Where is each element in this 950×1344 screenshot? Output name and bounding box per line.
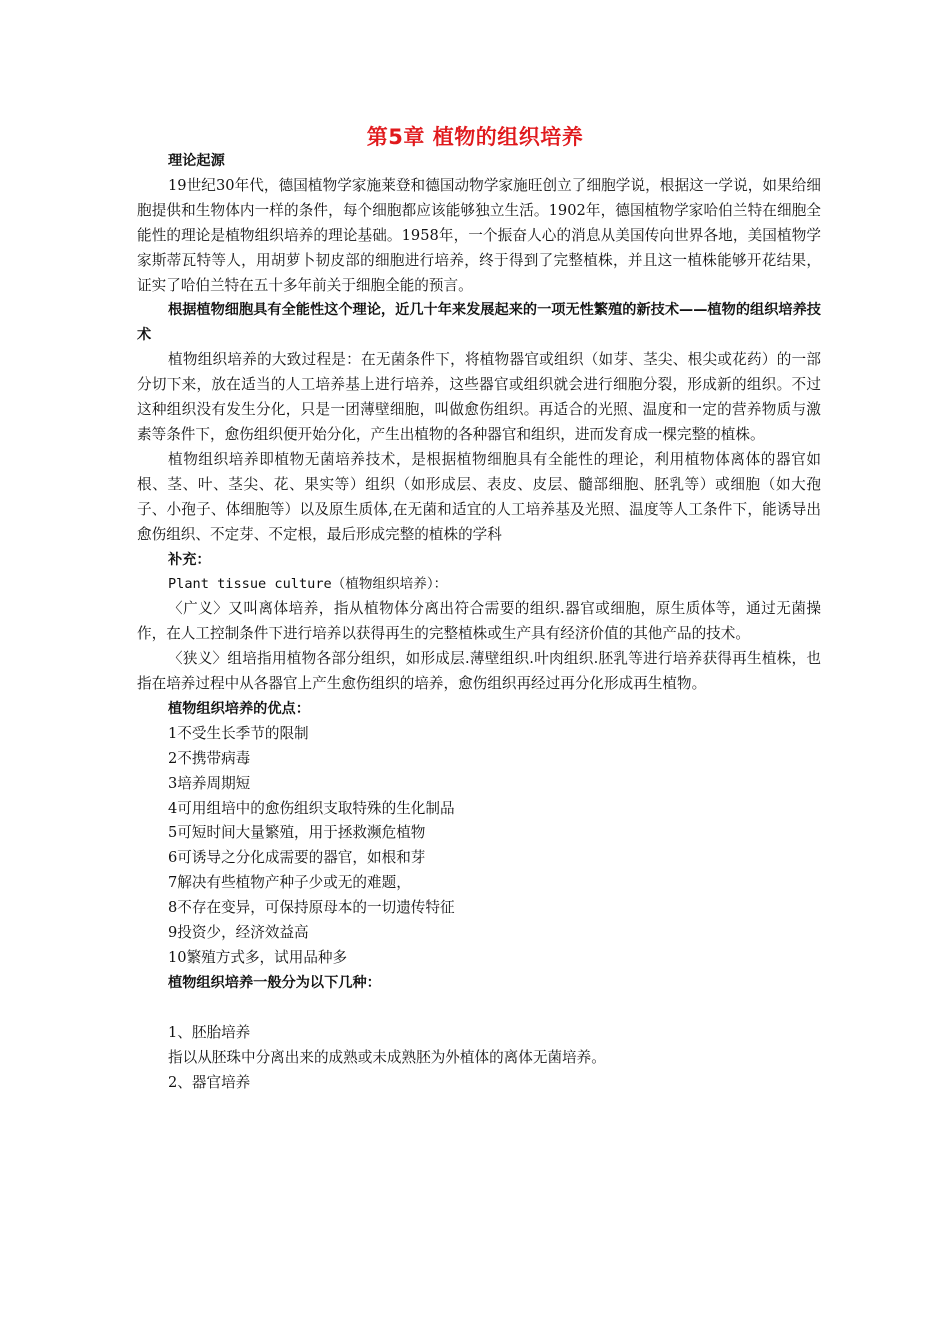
- advantage-item: 9投资少，经济效益高: [168, 924, 309, 942]
- advantage-item: 1不受生长季节的限制: [168, 724, 309, 742]
- paragraph-process: 植物组织培养的大致过程是：在无菌条件下，将植物器官或组织（如芽、茎尖、根尖或花药）的一部分切下来，放在适当的人工培养基上进行培养，这些器官或组织就会进行细胞分裂，形成新的组织。不过这种组织没有发生分化，只是一团薄壁细胞，叫做愈伤组织。再适合的光照、温度和一定的营养物质与激素等条件下，愈伤组织便开始分化，产生出植物的各种器官和组织，进而发育成一棵完整的植株。: [137, 351, 821, 443]
- advantage-item: 10繁殖方式多，试用品种多: [168, 949, 348, 966]
- advantage-item: 8不存在变异，可保持原母本的一切遗传特征: [168, 899, 455, 917]
- paragraph-definition: 植物组织培养即植物无菌培养技术，是根据植物细胞具有全能性的理论，利用植物体离体的器官如根、茎、叶、茎尖、花、果实等）组织（如形成层、表皮、皮层、髓部细胞、胚乳等）或细胞（如大孢子、小孢子、体细胞等）以及原生质体,在无菌和适宜的人工培养基及光照、温度等人工条件下，能诱导出愈伤组织、不定芽、不定根，最后形成完整的植株的学科: [137, 450, 821, 543]
- advantage-item: 4可用组培中的愈伤组织支取特殊的生化制品: [168, 799, 455, 817]
- paragraph-narrow-definition: 〈狭义〉组培指用植物各部分组织，如形成层.薄壁组织.叶肉组织.胚乳等进行培养获得再生植株，也指在培养过程中从各器官上产生愈伤组织的培养，愈伤组织再经过再分化形成再生植物。: [137, 650, 821, 693]
- section-heading-supplement: 补充：: [168, 551, 211, 568]
- section-heading-types: 植物组织培养一般分为以下几种：: [168, 974, 381, 991]
- advantage-item: 6可诱导之分化成需要的器官，如根和芽: [168, 849, 426, 867]
- blank-line: [137, 996, 821, 1021]
- type-description-embryo: 指以从胚珠中分离出来的成熟或未成熟胚为外植体的离体无菌培养。: [168, 1048, 606, 1066]
- advantage-item: 3培养周期短: [168, 774, 251, 792]
- section-heading-advantages: 植物组织培养的优点：: [168, 700, 310, 717]
- advantage-item: 2不携带病毒: [168, 749, 251, 767]
- section-heading-origin: 理论起源: [168, 153, 225, 169]
- supplement-english-term: Plant tissue culture（植物组织培养）：: [168, 576, 448, 593]
- advantage-item: 7解决有些植物产种子少或无的难题，: [168, 874, 411, 892]
- document-body: [137, 149, 821, 1095]
- section-heading-technique: 根据植物细胞具有全能性这个理论，近几十年来发展起来的一项无性繁殖的新技术——植物的组织培养技术: [137, 302, 821, 344]
- type-title-organ: 2、器官培养: [168, 1073, 251, 1091]
- paragraph-broad-definition: 〈广义〉又叫离体培养，指从植物体分离出符合需要的组织.器官或细胞，原生质体等，通过无菌操作，在人工控制条件下进行培养以获得再生的完整植株或生产具有经济价值的其他产品的技术。: [137, 600, 821, 643]
- advantage-item: 5可短时间大量繁殖，用于拯救濒危植物: [168, 824, 426, 842]
- type-title-embryo: 1、胚胎培养: [168, 1023, 251, 1041]
- paragraph-origin: 19世纪30年代，德国植物学家施莱登和德国动物学家施旺创立了细胞学说，根据这一学说，如果给细胞提供和生物体内一样的条件，每个细胞都应该能够独立生活。1902年，德国植物学家哈伯兰特在细胞全能性的理论是植物组织培养的理论基础。1958年，一个振奋人心的消息从美国传向世界各地，美国植物学家斯蒂瓦特等人，用胡萝卜韧皮部的细胞进行培养，终于得到了完整植株，并且这一植株能够开花结果，证实了哈伯兰特在五十多年前关于细胞全能的预言。: [137, 176, 821, 294]
- chapter-title: 第5章 植物的组织培养: [366, 125, 584, 149]
